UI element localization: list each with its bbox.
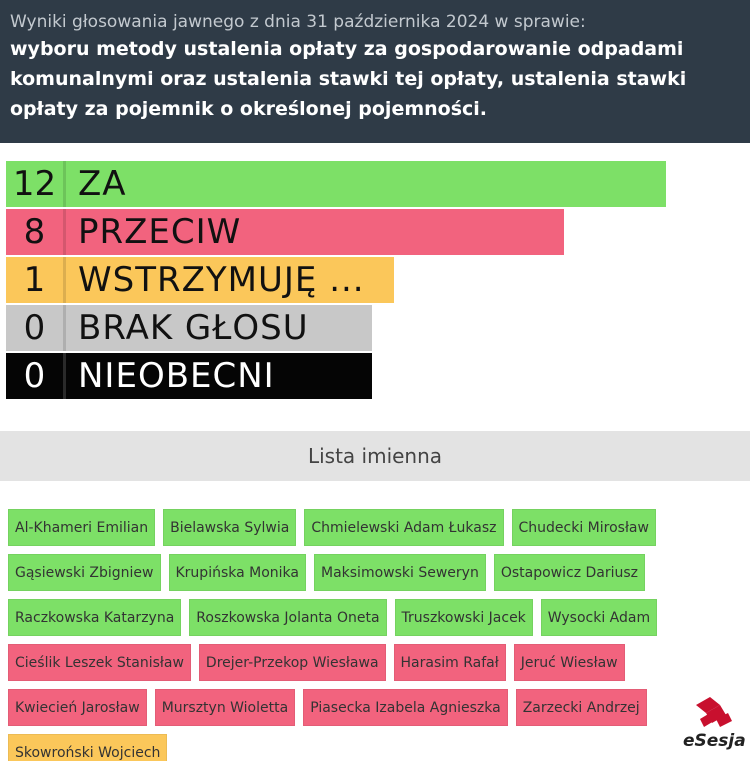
- name-chip-przeciw: Drejer-Przekop Wiesława: [199, 644, 386, 681]
- name-chip-za: Chudecki Mirosław: [512, 509, 656, 546]
- name-chip-za: Roszkowska Jolanta Oneta: [189, 599, 386, 636]
- name-row: [8, 689, 688, 726]
- name-chip-za: Krupińska Monika: [169, 554, 307, 591]
- name-chip-przeciw: Cieślik Leszek Stanisław: [8, 644, 191, 681]
- name-chip-wstrzymuje: Skowroński Wojciech: [8, 734, 167, 761]
- name-chip-za: Gąsiewski Zbigniew: [8, 554, 161, 591]
- named-list-header: Lista imienna: [0, 431, 750, 481]
- vote-subtitle: Wyniki głosowania jawnego z dnia 31 października 2024 w sprawie:: [10, 12, 586, 32]
- esesja-logo-text: eSesja: [683, 731, 746, 751]
- result-bar-przeciw: [6, 209, 564, 255]
- result-bar-za: [6, 161, 666, 207]
- result-label-za: ZA: [78, 164, 127, 204]
- name-chip-za: Ostapowicz Dariusz: [494, 554, 645, 591]
- name-chip-za: Bielawska Sylwia: [163, 509, 296, 546]
- name-chip-przeciw: Mursztyn Wioletta: [155, 689, 296, 726]
- result-count-nieobecni: 0: [6, 353, 66, 399]
- vote-header: [0, 0, 750, 143]
- name-chip-za: Maksimowski Seweryn: [314, 554, 486, 591]
- name-row: [8, 734, 688, 761]
- name-row: [8, 554, 688, 591]
- result-label-nieobecni: NIEOBECNI: [78, 356, 275, 396]
- name-row: [8, 644, 688, 681]
- name-chip-przeciw: Zarzecki Andrzej: [516, 689, 647, 726]
- name-chip-przeciw: Piasecka Izabela Agnieszka: [303, 689, 508, 726]
- result-count-za: 12: [6, 161, 66, 207]
- name-chip-przeciw: Jeruć Wiesław: [514, 644, 625, 681]
- name-row: [8, 599, 688, 636]
- named-vote-list: [8, 509, 688, 761]
- vote-results: [6, 161, 666, 401]
- name-chip-za: Chmielewski Adam Łukasz: [304, 509, 503, 546]
- result-bar-nieobecni: [6, 353, 372, 399]
- name-chip-za: Wysocki Adam: [541, 599, 657, 636]
- name-chip-przeciw: Kwiecień Jarosław: [8, 689, 147, 726]
- result-bar-wstrzymuje: [6, 257, 394, 303]
- name-chip-za: Raczkowska Katarzyna: [8, 599, 181, 636]
- result-label-wstrzymuje: WSTRZYMUJĘ ...: [78, 260, 365, 300]
- result-count-wstrzymuje: 1: [6, 257, 66, 303]
- result-count-brak-glosu: 0: [6, 305, 66, 351]
- name-row: [8, 509, 688, 546]
- name-chip-za: Truszkowski Jacek: [395, 599, 533, 636]
- name-chip-przeciw: Harasim Rafał: [394, 644, 506, 681]
- result-label-brak-glosu: BRAK GŁOSU: [78, 308, 309, 348]
- result-bar-brak-glosu: [6, 305, 372, 351]
- vote-title: wyboru metody ustalenia opłaty za gospodarowanie odpadami komunalnymi oraz ustalenia stawki tej opłaty, ustalenia stawki opłaty za pojemnik o określonej pojemności.: [10, 38, 687, 120]
- result-count-przeciw: 8: [6, 209, 66, 255]
- name-chip-za: Al-Khameri Emilian: [8, 509, 155, 546]
- result-label-przeciw: PRZECIW: [78, 212, 242, 252]
